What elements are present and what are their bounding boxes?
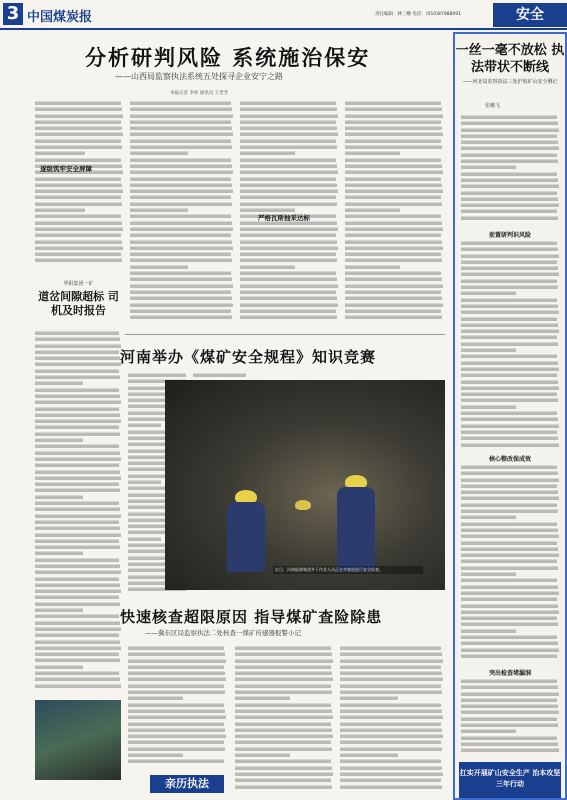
divider bbox=[125, 334, 445, 335]
paper-name: 中国煤炭报 bbox=[27, 10, 93, 25]
text-line bbox=[130, 314, 232, 320]
text-line bbox=[461, 442, 559, 448]
text-line bbox=[35, 257, 122, 263]
lead-headline: 分析研判风险 系统施治保安 bbox=[85, 46, 371, 70]
story3-subhead: ——冀东区局监察执法二处核查一煤矿传感器报警小记 bbox=[145, 629, 301, 637]
text-line bbox=[345, 314, 442, 320]
lead-subtitle-2: 严格瓦斯抽采达标 bbox=[258, 214, 310, 222]
lead-byline: 本报记者 李祥 通讯员 王晋芳 bbox=[170, 91, 229, 96]
text-line bbox=[128, 758, 224, 764]
text-line bbox=[461, 747, 559, 753]
worker-shape bbox=[227, 502, 265, 572]
photo-caption: 近日，河南能源集团井下作业人员正在对巷道进行安全检查。 bbox=[273, 566, 423, 574]
editor-line: 责任编辑：林三娥 电话：(010)87988091 bbox=[375, 12, 461, 17]
sidebar-subtitle: ——河北局监察执法三处护航矿山安全侧记 bbox=[462, 79, 558, 85]
left-box-kicker: 华阳集团一矿 bbox=[63, 281, 94, 287]
helmet-shape bbox=[295, 500, 311, 510]
text-line bbox=[461, 215, 558, 221]
sidebar-text-1 bbox=[461, 114, 561, 224]
sidebar-section-1: 前置研判识风险 bbox=[488, 232, 531, 239]
story3-headline: 快速核查超限原因 指导煤矿查险除患 bbox=[120, 608, 383, 626]
sidebar-story bbox=[453, 32, 567, 800]
story3-column-1 bbox=[128, 645, 228, 770]
sidebar-author: 张曦飞 bbox=[485, 103, 501, 109]
left-box-column bbox=[35, 330, 123, 690]
worker-shape bbox=[337, 487, 375, 572]
story2-headline: 河南举办《煤矿安全规程》知识竞赛 bbox=[120, 348, 377, 366]
bottom-left-photo bbox=[35, 700, 121, 780]
lead-column-4 bbox=[345, 100, 445, 325]
masthead bbox=[0, 0, 567, 30]
left-box bbox=[35, 280, 122, 318]
text-line bbox=[35, 683, 121, 689]
sidebar-text-2 bbox=[461, 240, 561, 450]
text-line bbox=[240, 314, 337, 320]
sidebar-section-3: 突出检查堵漏洞 bbox=[488, 670, 531, 677]
text-line bbox=[235, 784, 332, 790]
lead-subtitle-1: 逐级筑牢安全屏障 bbox=[40, 165, 92, 173]
sidebar-text-4 bbox=[461, 678, 561, 758]
sidebar-text-3 bbox=[461, 464, 561, 664]
page-number: 3 bbox=[3, 3, 23, 25]
column-logo: 亲历执法 bbox=[150, 775, 224, 793]
text-line bbox=[340, 784, 442, 790]
text-line bbox=[193, 372, 246, 378]
lead-column-1 bbox=[35, 100, 125, 270]
sidebar-title: 一丝一毫不放松 执法带状不断线 bbox=[455, 43, 565, 75]
lead-subhead: ——山西局监察执法系统五处探寻企业安宁之路 bbox=[115, 72, 283, 81]
lead-column-2 bbox=[130, 100, 235, 325]
text-line bbox=[461, 653, 557, 659]
sidebar-section-2: 核心整改保成效 bbox=[488, 456, 531, 463]
mine-photo bbox=[165, 380, 445, 590]
left-box-title: 道岔间隙超标 司机及时报告 bbox=[38, 290, 119, 317]
sidebar-banner: 扛实开展矿山安全生产 治本攻坚三年行动 bbox=[459, 762, 561, 798]
story3-column-3 bbox=[340, 645, 445, 795]
story3-column-2 bbox=[235, 645, 335, 795]
section-tag: 安全 bbox=[493, 3, 567, 27]
